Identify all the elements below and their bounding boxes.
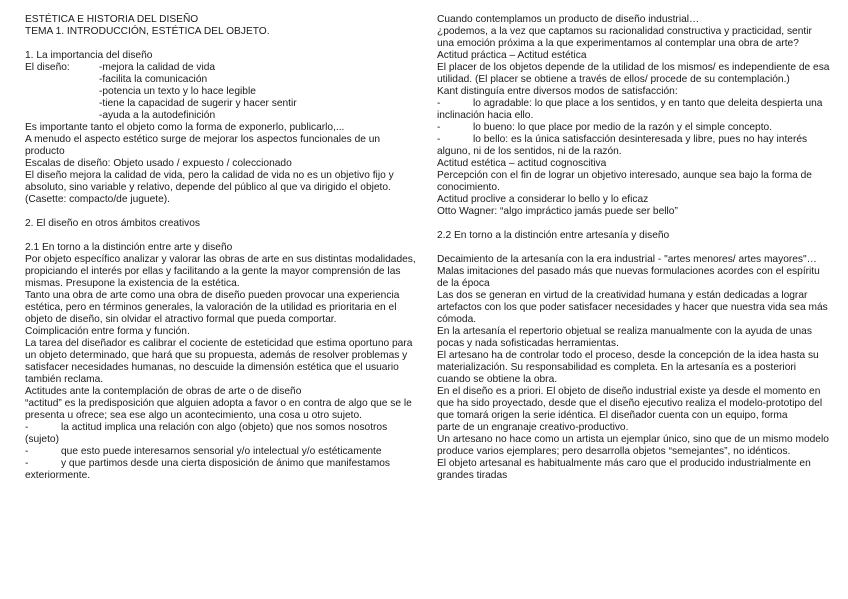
paragraph: Actitudes ante la contemplación de obras de arte o de diseño [25,386,302,397]
topic-title: TEMA 1. INTRODUCCIÓN, ESTÉTICA DEL OBJETO. [25,26,270,37]
list-item [437,134,831,158]
section-2-2-heading: 2.2 En torno a la distinción entre artesanía y diseño [437,230,670,241]
paragraph: ¿podemos, a la vez que captamos su racionalidad constructiva y practicidad, sentir una emoción próxima a la que experimentamos al contemplar una obra de arte? [437,26,812,49]
paragraph: Actitud estética – actitud cognoscitiva [437,158,607,169]
paragraph: parte de un engranaje creativo-productivo. [437,422,629,433]
paragraph: Actitud práctica – Actitud estética [437,50,587,61]
design-benefits-list [25,62,417,122]
list-item [25,458,417,482]
paragraph: “actitud” es la predisposición que alguien adopta a favor o en contra de algo que se le presenta u ofrece; sea ese algo un acontecimiento, una cosa u otro sujeto. [25,398,412,421]
paragraph: La tarea del diseñador es calibrar el cociente de esteticidad que estima oportuno para un objeto determinado, que hará que su propuesta, además de resolver problemas y satisfacer necesidades humanas, no descuide la dimensión estética que el usuario también reclama. [25,338,413,385]
paragraph: En el diseño es a priori. El objeto de diseño industrial existe ya desde el momento en que ha sido proyectado, desde que el diseño ejecutivo realiza el modelo-prototipo del que tomará origen la serie idéntica. El diseñador cuenta con un equipo, forma [437,386,823,421]
paragraph: El placer de los objetos depende de la utilidad de los mismos/ es independiente de esa utilidad. (El placer se obtiene a través de ellos/ procede de su contemplación.) [437,62,830,85]
list-item-text: la actitud implica una relación con algo (objeto) que nos somos nosotros (sujeto) [25,422,388,445]
list-item-text: que esto puede interesarnos sensorial y/o intelectual y/o estéticamente [61,446,382,457]
design-label: El diseño: [25,62,70,73]
dash-bullet: - [437,98,441,109]
list-item: -facilita la comunicación [99,74,208,85]
paragraph: Por objeto específico analizar y valorar las obras de arte en sus distintas modalidades, propiciando el interés por ellas y facilitando a la gente la mayor comprensión de las mismas. Presupone la existencia de la estética. [25,254,416,289]
paragraph: Es importante tanto el objeto como la forma de exponerlo, publicarlo,... [25,122,345,133]
section-1-heading: 1. La importancia del diseño [25,50,153,61]
paragraph: El artesano ha de controlar todo el proceso, desde la concepción de la idea hasta su materialización. Su responsabilidad es completa. En la artesanía es a posteriori cuando se obtiene la obra. [437,350,819,385]
list-item-text: lo bello: es la única satisfacción desinteresada y libre, pues no hay interés alguno, ni de los sentidos, ni de la razón. [437,134,808,157]
dash-bullet: - [437,122,441,133]
paragraph: El objeto artesanal es habitualmente más caro que el producido industrialmente en grandes tiradas [437,458,811,481]
section-2-heading: 2. El diseño en otros ámbitos creativos [25,218,200,229]
paragraph: Coimplicación entre forma y función. [25,326,190,337]
list-item [25,446,417,458]
dash-bullet: - [437,134,441,145]
paragraph: Kant distinguía entre diversos modos de satisfacción: [437,86,678,97]
paragraph: Un artesano no hace como un artista un ejemplar único, sino que de un mismo modelo produce varios ejemplares; pero desarrolla objetos “semejantes”, no idénticos. [437,434,829,457]
right-column [437,14,831,482]
list-item: -mejora la calidad de vida [99,62,216,73]
paragraph: Escalas de diseño: Objeto usado / expuesto / coleccionado [25,158,292,169]
paragraph: A menudo el aspecto estético surge de mejorar los aspectos funcionales de un producto [25,134,381,157]
list-item: -ayuda a la autodefinición [99,110,216,121]
list-item: -tiene la capacidad de sugerir y hacer sentir [99,98,297,109]
left-column [25,14,417,482]
paragraph: Decaimiento de la artesanía con la era industrial - "artes menores/ artes mayores"… Malas imitaciones del pasado más que nuevas formulaciones acordes con el espíritu de la época [437,254,820,289]
paragraph: Tanto una obra de arte como una obra de diseño pueden provocar una experiencia estética, pero en términos generales, la valoración de la utilidad es prioritaria en el objeto de diseño, sin olvidar el atractivo formal que pueda comportar. [25,290,400,325]
paragraph: En la artesanía el repertorio objetual se realiza manualmente con la ayuda de unas pocas y nada sofisticadas herramientas. [437,326,812,349]
dash-bullet: - [25,422,29,433]
list-item: -potencia un texto y lo hace legible [99,86,256,97]
list-item-text: y que partimos desde una cierta disposición de ánimo que manifestamos exteriormente. [25,458,391,481]
list-item [437,122,831,134]
paragraph: Otto Wagner: “algo impráctico jamás puede ser bello” [437,206,678,217]
list-item [437,98,831,122]
section-2-1-heading: 2.1 En torno a la distinción entre arte y diseño [25,242,233,253]
list-item-text: lo agradable: lo que place a los sentidos, y en tanto que deleita despierta una inclinación hacia ello. [437,98,823,121]
paragraph: Cuando contemplamos un producto de diseño industrial… [437,14,700,25]
paragraph: Actitud proclive a considerar lo bello y lo eficaz [437,194,649,205]
dash-bullet: - [25,446,29,457]
list-item-text: lo bueno: lo que place por medio de la razón y el simple concepto. [473,122,773,133]
document-title: ESTÉTICA E HISTORIA DEL DISEÑO [25,14,199,25]
dash-bullet: - [25,458,29,469]
list-item [25,422,417,446]
paragraph: Percepción con el fin de lograr un objetivo interesado, aunque sea bajo la forma de conocimiento. [437,170,812,193]
paragraph: Las dos se generan en virtud de la creatividad humana y están dedicadas a lograr artefactos con los que poder satisfacer necesidades y hacer que nuestra vida sea más cómoda. [437,290,828,325]
paragraph: El diseño mejora la calidad de vida, pero la calidad de vida no es un objetivo fijo y absoluto, sino variable y relativo, depende del público al que va dirigido el objeto. (Casette: compacto/de juguete). [25,170,394,205]
